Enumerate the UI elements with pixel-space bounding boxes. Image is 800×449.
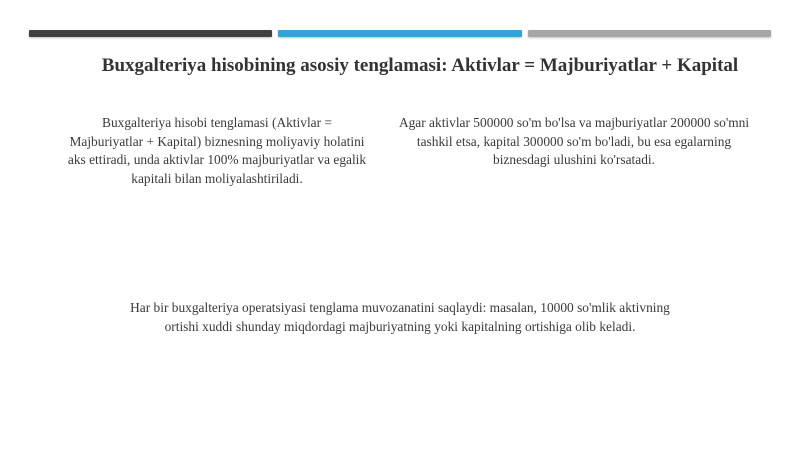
accent-bar-dark — [29, 30, 272, 37]
paragraph-numeric-example: Agar aktivlar 500000 so'm bo'lsa va majburiyatlar 200000 so'mni tashkil etsa, kapital 300000 so'm bo'ladi, bu esa egalarning biznesdagi ulushini ko'rsatadi. — [398, 115, 750, 167]
slide-title: Buxgalteriya hisobining asosiy tenglamasi: Aktivlar = Majburiyatlar + Kapital — [101, 55, 739, 76]
paragraph-balance-rule: Har bir buxgalteriya operatsiyasi tenglama muvozanatini saqlaydi: masalan, 10000 so'mlik aktivning ortishi xuddi shunday miqdordagi majburiyatning yoki kapitalning ortishiga olib keladi. — [130, 300, 670, 334]
accent-bar-blue — [278, 30, 522, 37]
accent-bar-gray — [528, 30, 771, 37]
paragraph-equation-definition: Buxgalteriya hisobi tenglamasi (Aktivlar = Majburiyatlar + Kapital) biznesning moliyaviy holatini aks ettiradi, unda aktivlar 100% majburiyatlar va egalik kapitali bilan moliyalashtiriladi. — [67, 115, 367, 186]
